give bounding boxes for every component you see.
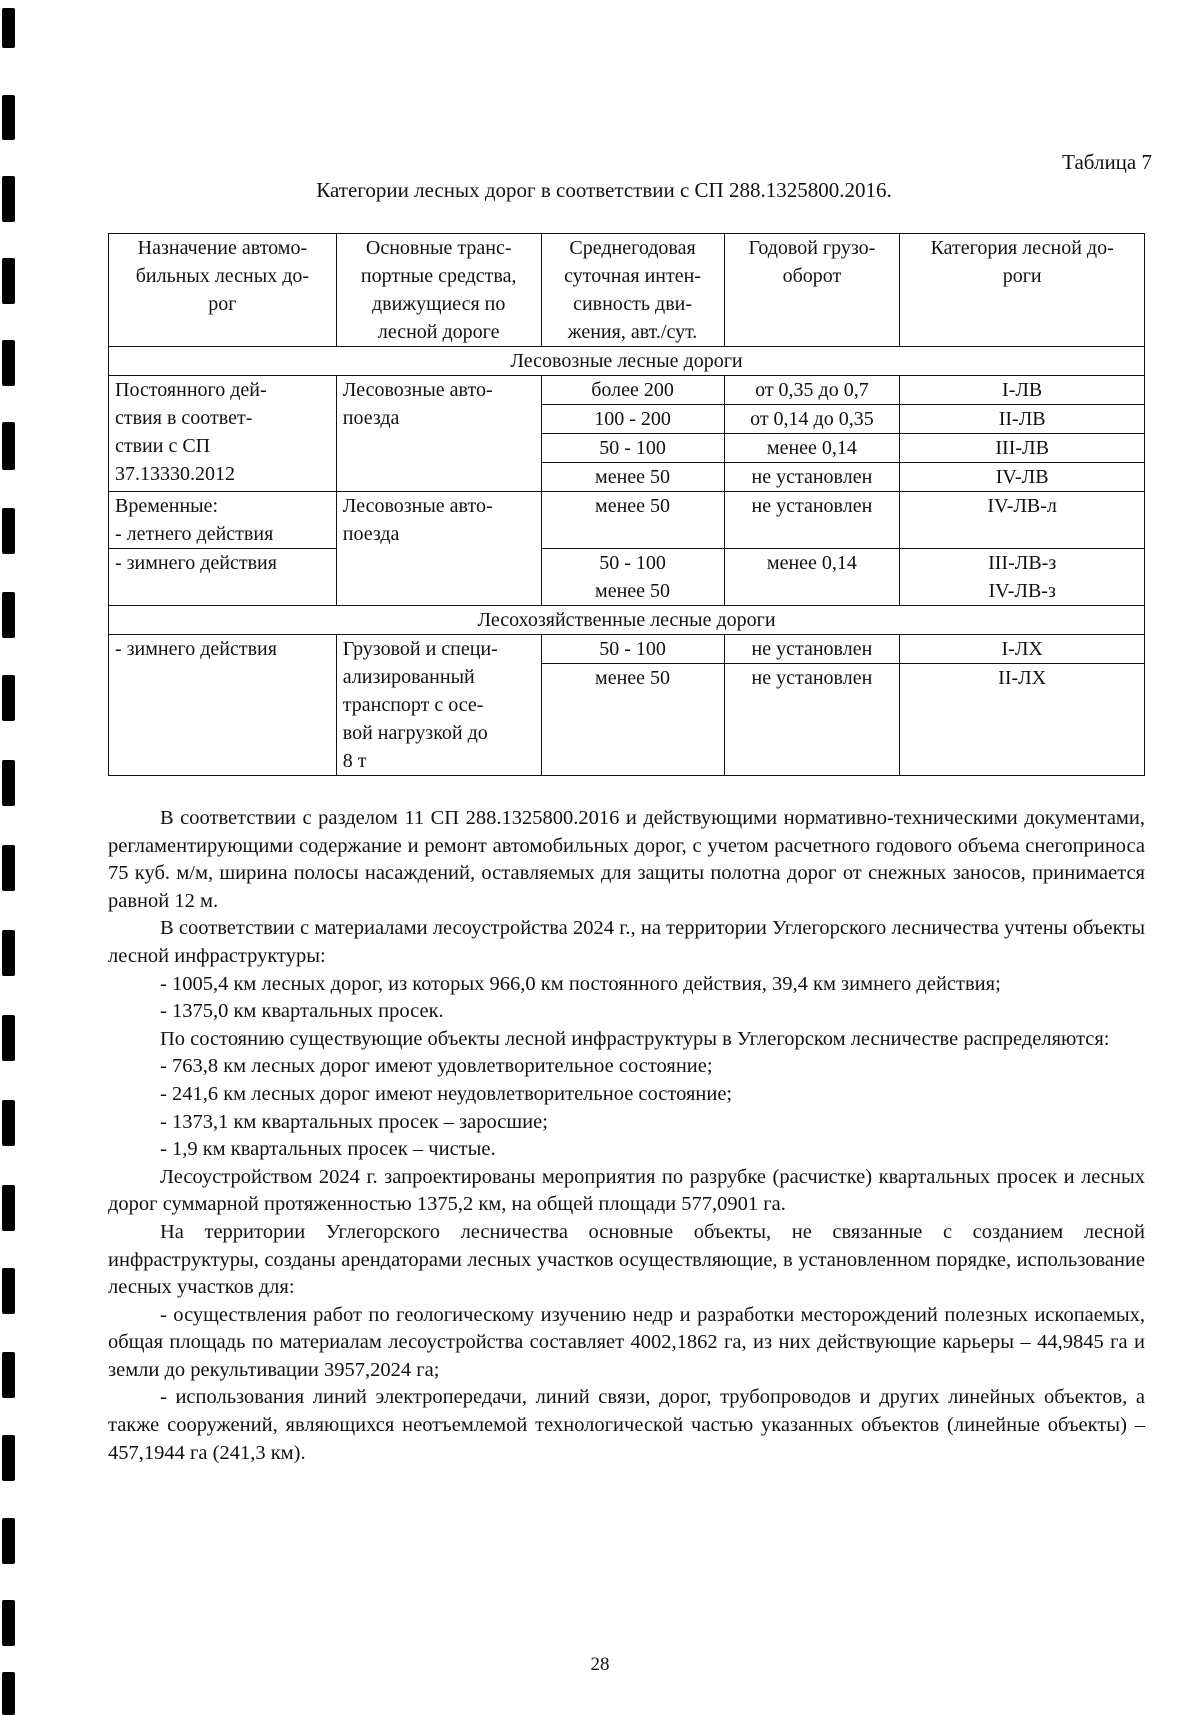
intensity-cell: менее 50 bbox=[541, 492, 724, 549]
list-item: - 241,6 км лесных дорог имеют неудовлетворительное состояние; bbox=[160, 1082, 733, 1105]
category-cell: II-ЛВ bbox=[900, 405, 1145, 434]
turnover-cell: менее 0,14 bbox=[724, 434, 900, 463]
turnover-cell: не установлен bbox=[724, 492, 900, 549]
category-cell: IV-ЛВ-л bbox=[900, 492, 1145, 549]
intensity-cell: более 200 bbox=[541, 376, 724, 405]
header-transport: Основные транс- портные средства, движущиеся по лесной дороге bbox=[336, 234, 541, 347]
paragraph: На территории Углегорского лесничества основные объекты, не связанные с созданием лесной инфраструктуры, созданы арендаторами лесных участков осуществляющие, в установленном порядке, использование лесных участков для: bbox=[108, 1220, 1145, 1299]
category-cell: II-ЛХ bbox=[900, 664, 1145, 776]
table-row bbox=[109, 549, 1145, 606]
turnover-cell: не установлен bbox=[724, 664, 900, 776]
header-category: Категория лесной до- роги bbox=[900, 234, 1145, 347]
table-row bbox=[109, 635, 1145, 664]
transport-cell: Грузовой и специ- ализированный транспорт с осе- вой нагрузкой до 8 т bbox=[336, 635, 541, 776]
turnover-cell: от 0,35 до 0,7 bbox=[724, 376, 900, 405]
intensity-cell: 50 - 100 bbox=[541, 635, 724, 664]
list-item: - 1375,0 км квартальных просек. bbox=[160, 1000, 444, 1023]
category-cell: IV-ЛВ bbox=[900, 463, 1145, 492]
header-intensity: Среднегодовая суточная интен- сивность дви- жения, авт./сут. bbox=[541, 234, 724, 347]
section-row bbox=[109, 606, 1145, 635]
section-row bbox=[109, 347, 1145, 376]
category-cell: III-ЛВ-з IV-ЛВ-з bbox=[900, 549, 1145, 606]
intensity-cell: 50 - 100 bbox=[541, 434, 724, 463]
list-item: - 1005,4 км лесных дорог, из которых 966,0 км постоянного действия, 39,4 км зимнего действия; bbox=[160, 972, 1001, 995]
purpose-cell: Временные: - летнего действия bbox=[109, 492, 337, 549]
paragraph: По состоянию существующие объекты лесной инфраструктуры в Углегорском лесничестве распределяются: bbox=[160, 1027, 1110, 1050]
header-turnover: Годовой грузо- оборот bbox=[724, 234, 900, 347]
turnover-cell: менее 0,14 bbox=[724, 549, 900, 606]
list-item: - 1,9 км квартальных просек – чистые. bbox=[160, 1138, 496, 1161]
purpose-cell: Постоянного дей- ствия в соответ- ствии с СП 37.13330.2012 bbox=[109, 376, 337, 492]
intensity-cell: менее 50 bbox=[541, 463, 724, 492]
transport-cell: Лесовозные авто- поезда bbox=[336, 376, 541, 492]
list-item: - использования линий электропередачи, линий связи, дорог, трубопроводов и других линейных объектов, а также сооружений, являющихся неотъемлемой технологической частью указанных объектов (линейные объекты) – 457,1944 га (241,3 км). bbox=[108, 1386, 1145, 1464]
paragraph: Лесоустройством 2024 г. запроектированы мероприятия по разрубке (расчистке) квартальных просек и лесных дорог суммарной протяженностью 1375,2 км, на общей площади 577,0901 га. bbox=[108, 1165, 1145, 1216]
turnover-cell: от 0,14 до 0,35 bbox=[724, 405, 900, 434]
list-item: - 763,8 км лесных дорог имеют удовлетворительное состояние; bbox=[160, 1055, 713, 1078]
body-text bbox=[108, 805, 1145, 1467]
intensity-cell: менее 50 bbox=[541, 664, 724, 776]
road-categories-table bbox=[108, 233, 1145, 776]
intensity-cell: 100 - 200 bbox=[541, 405, 724, 434]
table-title: Категории лесных дорог в соответствии с СП 288.1325800.2016. bbox=[316, 178, 892, 202]
table-header-row bbox=[109, 234, 1145, 347]
category-cell: III-ЛВ bbox=[900, 434, 1145, 463]
purpose-cell: - зимнего действия bbox=[109, 635, 337, 776]
intensity-cell: 50 - 100 менее 50 bbox=[541, 549, 724, 606]
turnover-cell: не установлен bbox=[724, 463, 900, 492]
section-title: Лесовозные лесные дороги bbox=[109, 347, 1145, 376]
turnover-cell: не установлен bbox=[724, 635, 900, 664]
page-number: 28 bbox=[590, 1654, 610, 1675]
table-row bbox=[109, 492, 1145, 549]
binding-holes bbox=[0, 0, 40, 1715]
list-item: - 1373,1 км квартальных просек – заросшие; bbox=[160, 1110, 548, 1133]
category-cell: I-ЛХ bbox=[900, 635, 1145, 664]
purpose-cell: - зимнего действия bbox=[109, 549, 337, 606]
paragraph: В соответствии с разделом 11 СП 288.1325800.2016 и действующими нормативно-техническими документами, регламентирующими содержание и ремонт автомобильных дорог, с учетом расчетного годового объема снегоприноса 75 куб. м/м, ширина полосы насаждений, оставляемых для защиты полотна дорог от снежных заносов, принимается равной 12 м. bbox=[108, 807, 1145, 912]
list-item: - осуществления работ по геологическому изучению недр и разработки месторождений полезных ископаемых, общая площадь по материалам лесоустройства составляет 4002,1862 га, из них действующие карьеры – 44,9845 га и земли до рекультивации 3957,2024 га; bbox=[108, 1303, 1145, 1381]
section-title: Лесохозяйственные лесные дороги bbox=[109, 606, 1145, 635]
category-cell: I-ЛВ bbox=[900, 376, 1145, 405]
table-row bbox=[109, 376, 1145, 405]
header-purpose: Назначение автомо- бильных лесных до- рог bbox=[109, 234, 337, 347]
table-caption: Таблица 7 bbox=[1062, 150, 1152, 174]
paragraph: В соответствии с материалами лесоустройства 2024 г., на территории Углегорского лесничества учтены объекты лесной инфраструктуры: bbox=[108, 917, 1145, 967]
transport-cell: Лесовозные авто- поезда bbox=[336, 492, 541, 606]
